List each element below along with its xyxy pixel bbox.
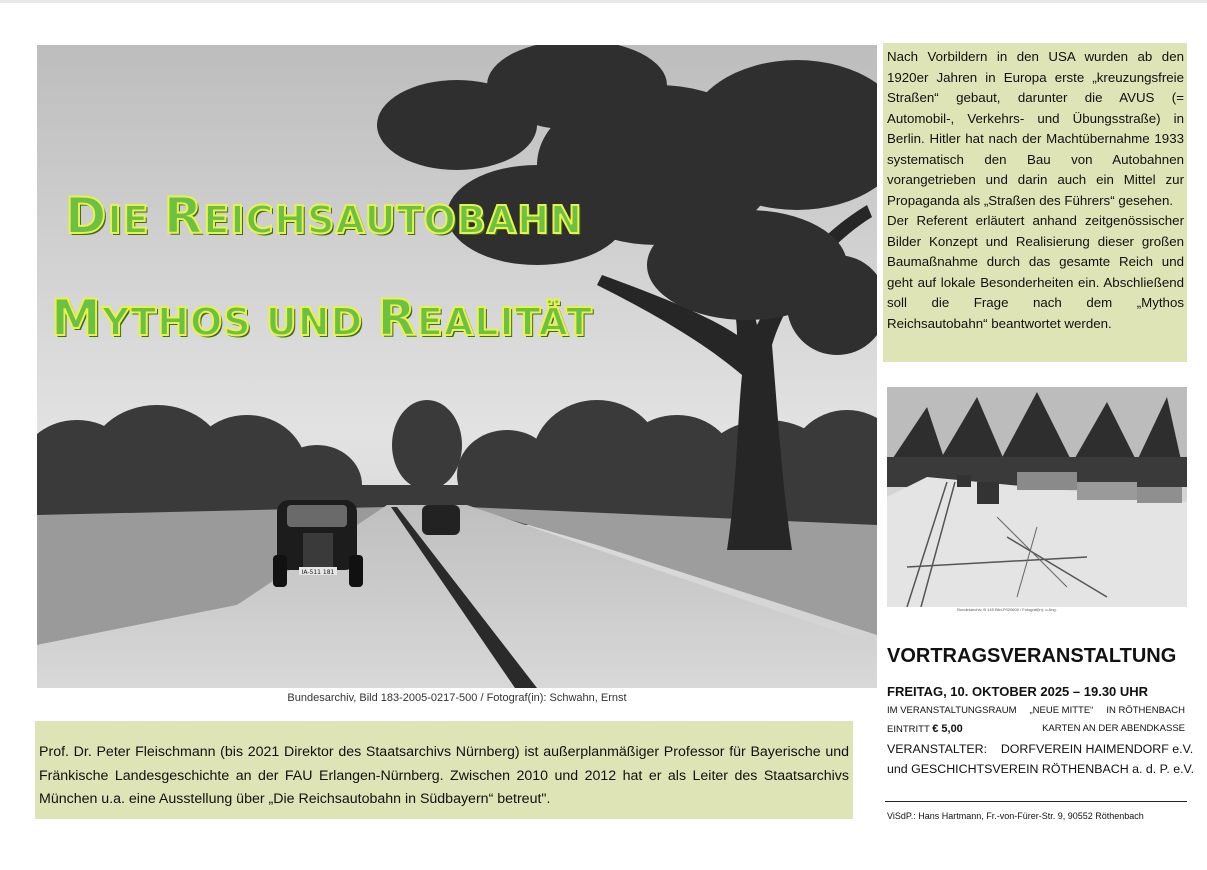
ticket-info: KARTEN AN DER ABENDKASSE xyxy=(1042,723,1185,734)
visdp-imprint: ViSdP.: Hans Hartmann, Fr.-von-Fürer-Str. 9, 90552 Röthenbach xyxy=(887,811,1144,821)
entry-price: € 5,00 xyxy=(932,723,963,735)
main-photo-caption: Bundesarchiv, Bild 183-2005-0217-500 / Fotograf(in): Schwahn, Ernst xyxy=(287,692,627,704)
venue-label: IM VERANSTALTUNGSRAUM xyxy=(887,705,1017,716)
car-distant xyxy=(422,505,460,535)
construction-photo-caption: Bundesarchiv, B 145 Bild-P020600 / Fotograf(in): o.Ang. xyxy=(957,607,1057,612)
event-venue xyxy=(887,705,1185,716)
top-border xyxy=(0,0,1207,3)
divider xyxy=(885,801,1187,802)
event-heading: VORTRAGSVERANSTALTUNG xyxy=(887,645,1177,667)
organizer-haimendorf: DORFVEREIN HAIMENDORF e.V. xyxy=(1000,742,1194,756)
description-box xyxy=(883,43,1187,362)
description-paragraph-2: Der Referent erläutert anhand zeitgenössischer Bilder Konzept und Realisierung dieser großen Baumaßnahme durch das gesamte Reich und geht auf lokale Besonderheiten ein. Abschließend soll die Frage nach dem „Mythos Reichsautobahn“ beantwortet werden. xyxy=(887,213,1184,331)
event-date: FREITAG, 10. OKTOBER 2025 – 19.30 UHR xyxy=(887,684,1149,699)
headline-line-1: DIE REICHSAUTOBAHN xyxy=(65,187,583,245)
speaker-bio: Prof. Dr. Peter Fleischmann (bis 2021 Direktor des Staatsarchivs Nürnberg) ist außerplanmäßiger Professor für Bayerische und Fränkische Landesgeschichte an der FAU Erlangen-Nürnberg. Zwischen 2010 und 2012 hat er als Leiter des Staatsarchivs München u.a. eine Ausstellung über „Die Reichsautobahn in Südbayern“ betreut". xyxy=(35,721,853,819)
venue-name: „NEUE MITTE“ xyxy=(1029,705,1094,716)
description-paragraph-1: Nach Vorbildern in den USA wurden ab den 1920er Jahren in Europa erste „kreuzungsfreie Straßen“ gebaut, darunter die AVUS (= Automobil-, Verkehrs- und Übungsstraße) in Berlin. Hitler hat nach der Machtübernahme 1933 systematisch den Bau von Autobahnen vorangetrieben und darin auch ein Mittel zur Propaganda als „Straßen des Führers“ gesehen. xyxy=(887,49,1184,208)
headline-line-2: MYTHOS UND REALITÄT xyxy=(51,289,593,347)
entry-label: EINTRITT xyxy=(887,724,930,735)
organizer-label: VERANSTALTER: xyxy=(887,742,988,756)
construction-photo-illustration xyxy=(887,387,1187,607)
venue-place: IN RÖTHENBACH xyxy=(1106,705,1185,716)
construction-photo xyxy=(887,387,1187,607)
license-plate: IA-511 181 xyxy=(301,569,335,576)
car-front xyxy=(273,500,363,587)
main-photo xyxy=(37,45,877,688)
event-entry xyxy=(887,723,1185,735)
organizer-line-1 xyxy=(887,742,1193,756)
autobahn-photo-illustration xyxy=(37,45,877,688)
organizer-roethenbach: und GESCHICHTSVEREIN RÖTHENBACH a. d. P. e.V. xyxy=(887,762,1195,776)
